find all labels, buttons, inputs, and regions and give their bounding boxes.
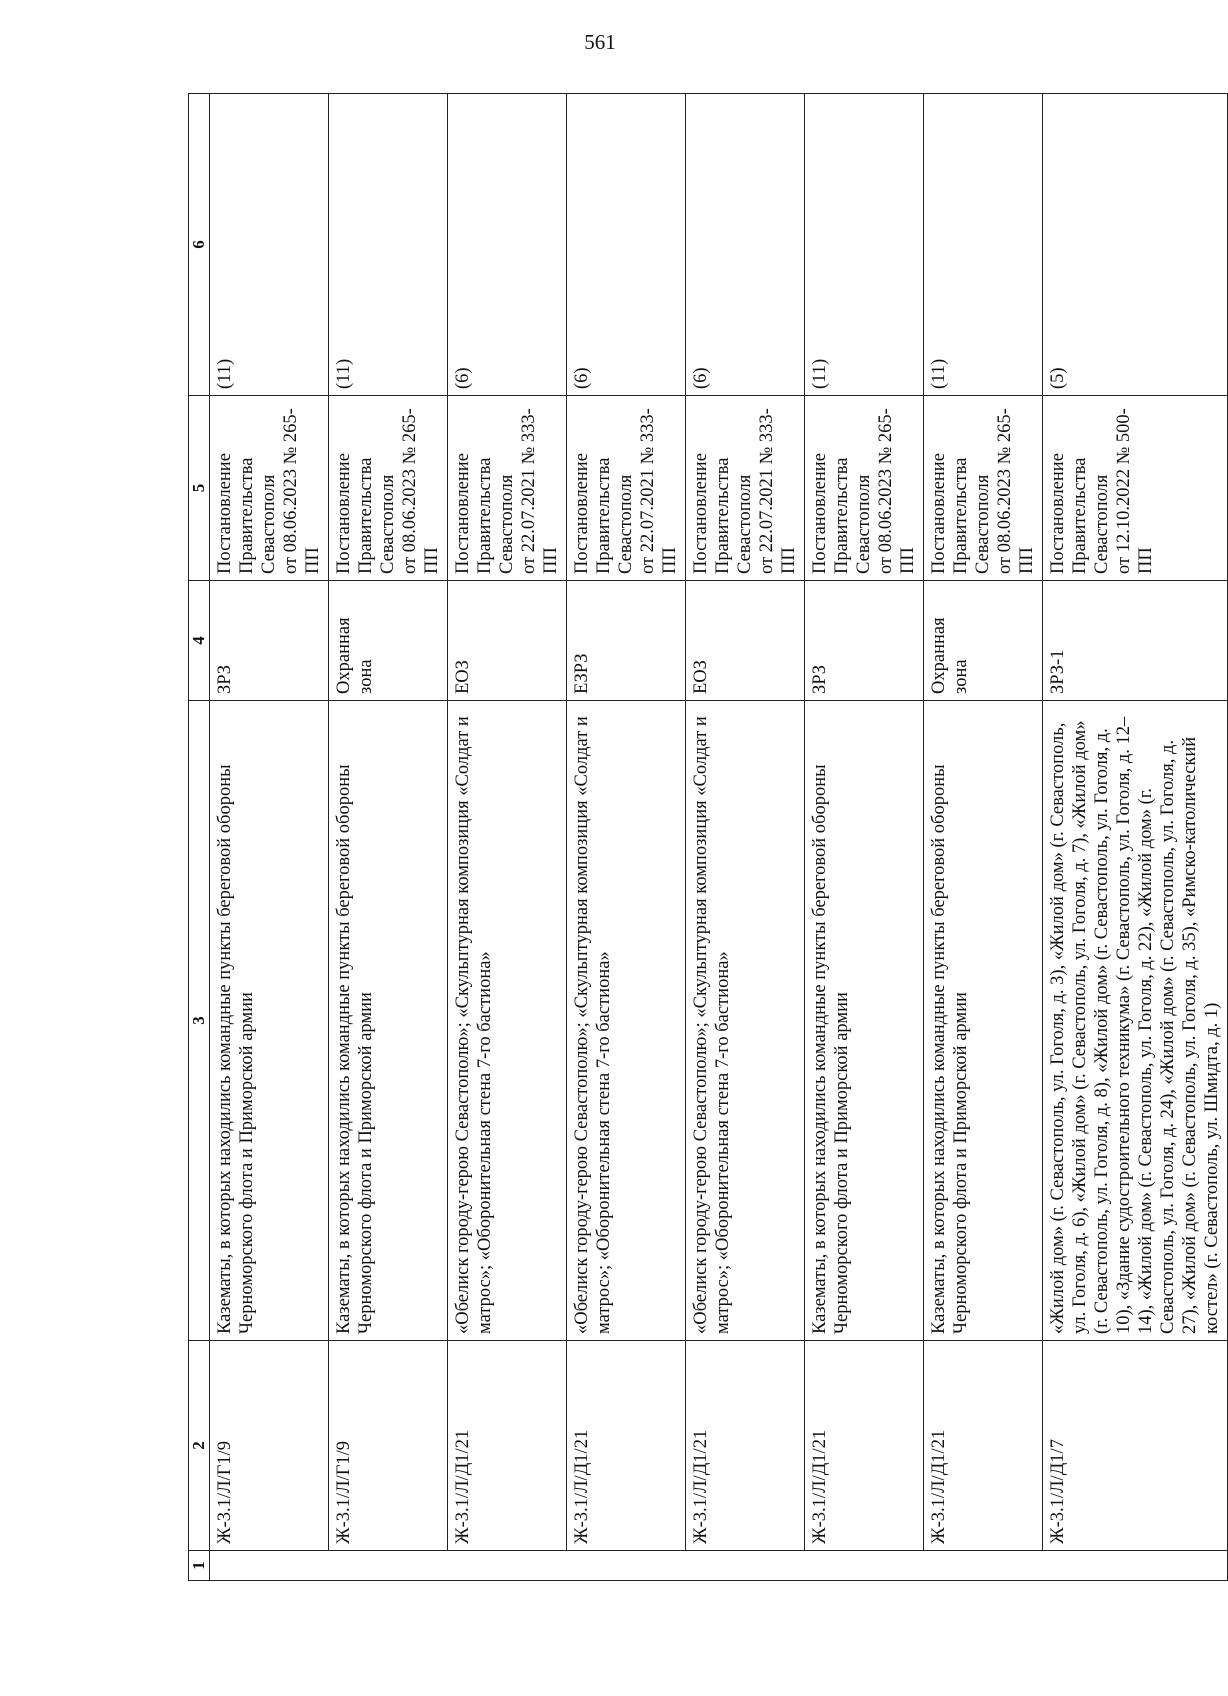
- legal-act-line: Севастополя: [1092, 474, 1112, 574]
- reference-cell: (6): [448, 94, 567, 396]
- object-name-cell: «Жилой дом» (г. Севастополь, ул. Гоголя, д. 3), «Жилой дом» (г. Севастополь, ул. Гоголя, д. 6), «Жилой дом» (г. Севастополь, ул. Гоголя, д. 7), «Жилой дом» (г. Севастополь, ул. Гоголя, д. 8), «Жилой дом» (г. Севастополь, ул. Гоголя, д. 10), «Здание судостроительного техникума» (г. Севастополь, ул. Гоголя, д. 12–14), «Жилой дом» (г. Севастополь, ул. Гоголя, д. 22), «Жилой дом» (г. Севастополь, ул. Гоголя, д. 24), «Жилой дом» (г. Севастополь, ул. Гоголя, д. 27), «Жилой дом» (г. Севастополь, ул. Гоголя, д. 35), «Римско-католический костел» (г. Севастополь, ул. Шмидта, д. 1): [1043, 701, 1228, 1341]
- legal-act-line: Севастополя: [616, 474, 636, 574]
- group-number-cell: [210, 1551, 1228, 1581]
- column-header-5: 5: [189, 396, 210, 581]
- legal-act-line: Постановление: [215, 453, 235, 574]
- object-name-cell: «Обелиск городу-герою Севастополю»; «Скульптурная композиция «Солдат и матрос»; «Оборонительная стена 7-го бастиона»: [448, 701, 567, 1341]
- object-code-cell: Ж-3.1/Л/Д1/21: [805, 1341, 924, 1551]
- legal-act-line: Севастополя: [735, 474, 755, 574]
- legal-act-line: Правительства: [237, 457, 257, 574]
- object-code-cell: Ж-3.1/Л/Г1/9: [329, 1341, 448, 1551]
- table-row: [567, 94, 686, 1581]
- zone-type-cell: ЗРЗ-1: [1043, 581, 1228, 701]
- object-code-cell: Ж-3.1/Л/Д1/7: [1043, 1341, 1228, 1551]
- object-name-cell: Казематы, в которых находились командные пункты береговой обороны Черноморского флота и Приморской армии: [210, 701, 329, 1341]
- object-code-cell: Ж-3.1/Л/Д1/21: [567, 1341, 686, 1551]
- zone-type-cell: ЕОЗ: [686, 581, 805, 701]
- column-header-1: 1: [189, 1551, 210, 1581]
- column-header-6: 6: [189, 94, 210, 396]
- zone-type-cell: Охранная зона: [924, 581, 1043, 701]
- object-name-cell: «Обелиск городу-герою Севастополю»; «Скульптурная композиция «Солдат и матрос»; «Оборонительная стена 7-го бастиона»: [567, 701, 686, 1341]
- legal-act-line: Севастополя: [259, 474, 279, 574]
- reference-cell: (11): [329, 94, 448, 396]
- zone-type-cell: Охранная зона: [329, 581, 448, 701]
- table-row: [329, 94, 448, 1581]
- legal-act-line: Севастополя: [973, 474, 993, 574]
- legal-act-cell: [1043, 396, 1228, 581]
- table-header-row: [189, 94, 210, 1581]
- zone-type-cell: ЗРЗ: [805, 581, 924, 701]
- column-header-2: 2: [189, 1341, 210, 1551]
- legal-act-line: Правительства: [356, 457, 376, 574]
- table-row: [924, 94, 1043, 1581]
- legal-act-line: Постановление: [810, 453, 830, 574]
- legal-act-line: от 08.06.2023 № 265-ПП: [876, 408, 918, 574]
- legal-act-cell: [805, 396, 924, 581]
- legal-act-line: Севастополя: [378, 474, 398, 574]
- object-name-cell: Казематы, в которых находились командные пункты береговой обороны Черноморского флота и Приморской армии: [805, 701, 924, 1341]
- legal-act-line: от 22.07.2021 № 333-ПП: [638, 408, 680, 574]
- legal-act-line: Правительства: [594, 457, 614, 574]
- legal-act-line: Севастополя: [854, 474, 874, 574]
- page-number: 561: [584, 30, 616, 54]
- legal-act-line: от 08.06.2023 № 265-ПП: [400, 408, 442, 574]
- legal-act-cell: [210, 396, 329, 581]
- legal-act-line: Правительства: [713, 457, 733, 574]
- legal-act-line: от 08.06.2023 № 265-ПП: [995, 408, 1037, 574]
- legal-act-line: Правительства: [475, 457, 495, 574]
- legal-act-cell: [567, 396, 686, 581]
- object-name-cell: Казематы, в которых находились командные пункты береговой обороны Черноморского флота и Приморской армии: [329, 701, 448, 1341]
- legal-act-line: Постановление: [1048, 453, 1068, 574]
- legal-act-line: Правительства: [1070, 457, 1090, 574]
- reference-cell: (5): [1043, 94, 1228, 396]
- column-header-3: 3: [189, 701, 210, 1341]
- table-row: [1043, 94, 1228, 1581]
- legal-act-cell: [924, 396, 1043, 581]
- table-row: [448, 94, 567, 1581]
- object-name-cell: Казематы, в которых находились командные пункты береговой обороны Черноморского флота и Приморской армии: [924, 701, 1043, 1341]
- object-code-cell: Ж-3.1/Л/Г1/9: [210, 1341, 329, 1551]
- reference-cell: (6): [567, 94, 686, 396]
- object-name-cell: «Обелиск городу-герою Севастополю»; «Скульптурная композиция «Солдат и матрос»; «Оборонительная стена 7-го бастиона»: [686, 701, 805, 1341]
- legal-act-cell: [329, 396, 448, 581]
- legal-act-line: от 08.06.2023 № 265-ПП: [281, 408, 323, 574]
- table-frame: [188, 93, 1222, 1581]
- zone-type-cell: ЕОЗ: [448, 581, 567, 701]
- legal-act-line: Постановление: [929, 453, 949, 574]
- legal-act-line: Правительства: [832, 457, 852, 574]
- table-row: [210, 94, 329, 1581]
- table-row: [805, 94, 924, 1581]
- registry-table: [188, 93, 1228, 1581]
- legal-act-cell: [448, 396, 567, 581]
- legal-act-line: Постановление: [334, 453, 354, 574]
- legal-act-line: Постановление: [572, 453, 592, 574]
- legal-act-line: Постановление: [453, 453, 473, 574]
- reference-cell: (11): [805, 94, 924, 396]
- column-header-4: 4: [189, 581, 210, 701]
- legal-act-line: от 22.07.2021 № 333-ПП: [519, 408, 561, 574]
- legal-act-line: Постановление: [691, 453, 711, 574]
- legal-act-line: Севастополя: [497, 474, 517, 574]
- zone-type-cell: ЕЗРЗ: [567, 581, 686, 701]
- reference-cell: (11): [210, 94, 329, 396]
- object-code-cell: Ж-3.1/Л/Д1/21: [448, 1341, 567, 1551]
- object-code-cell: Ж-3.1/Л/Д1/21: [924, 1341, 1043, 1551]
- legal-act-line: Правительства: [951, 457, 971, 574]
- legal-act-line: от 22.07.2021 № 333-ПП: [757, 408, 799, 574]
- table-row: [686, 94, 805, 1581]
- legal-act-cell: [686, 396, 805, 581]
- reference-cell: (6): [686, 94, 805, 396]
- zone-type-cell: ЗРЗ: [210, 581, 329, 701]
- reference-cell: (11): [924, 94, 1043, 396]
- object-code-cell: Ж-3.1/Л/Д1/21: [686, 1341, 805, 1551]
- legal-act-line: от 12.10.2022 № 500-ПП: [1114, 408, 1156, 574]
